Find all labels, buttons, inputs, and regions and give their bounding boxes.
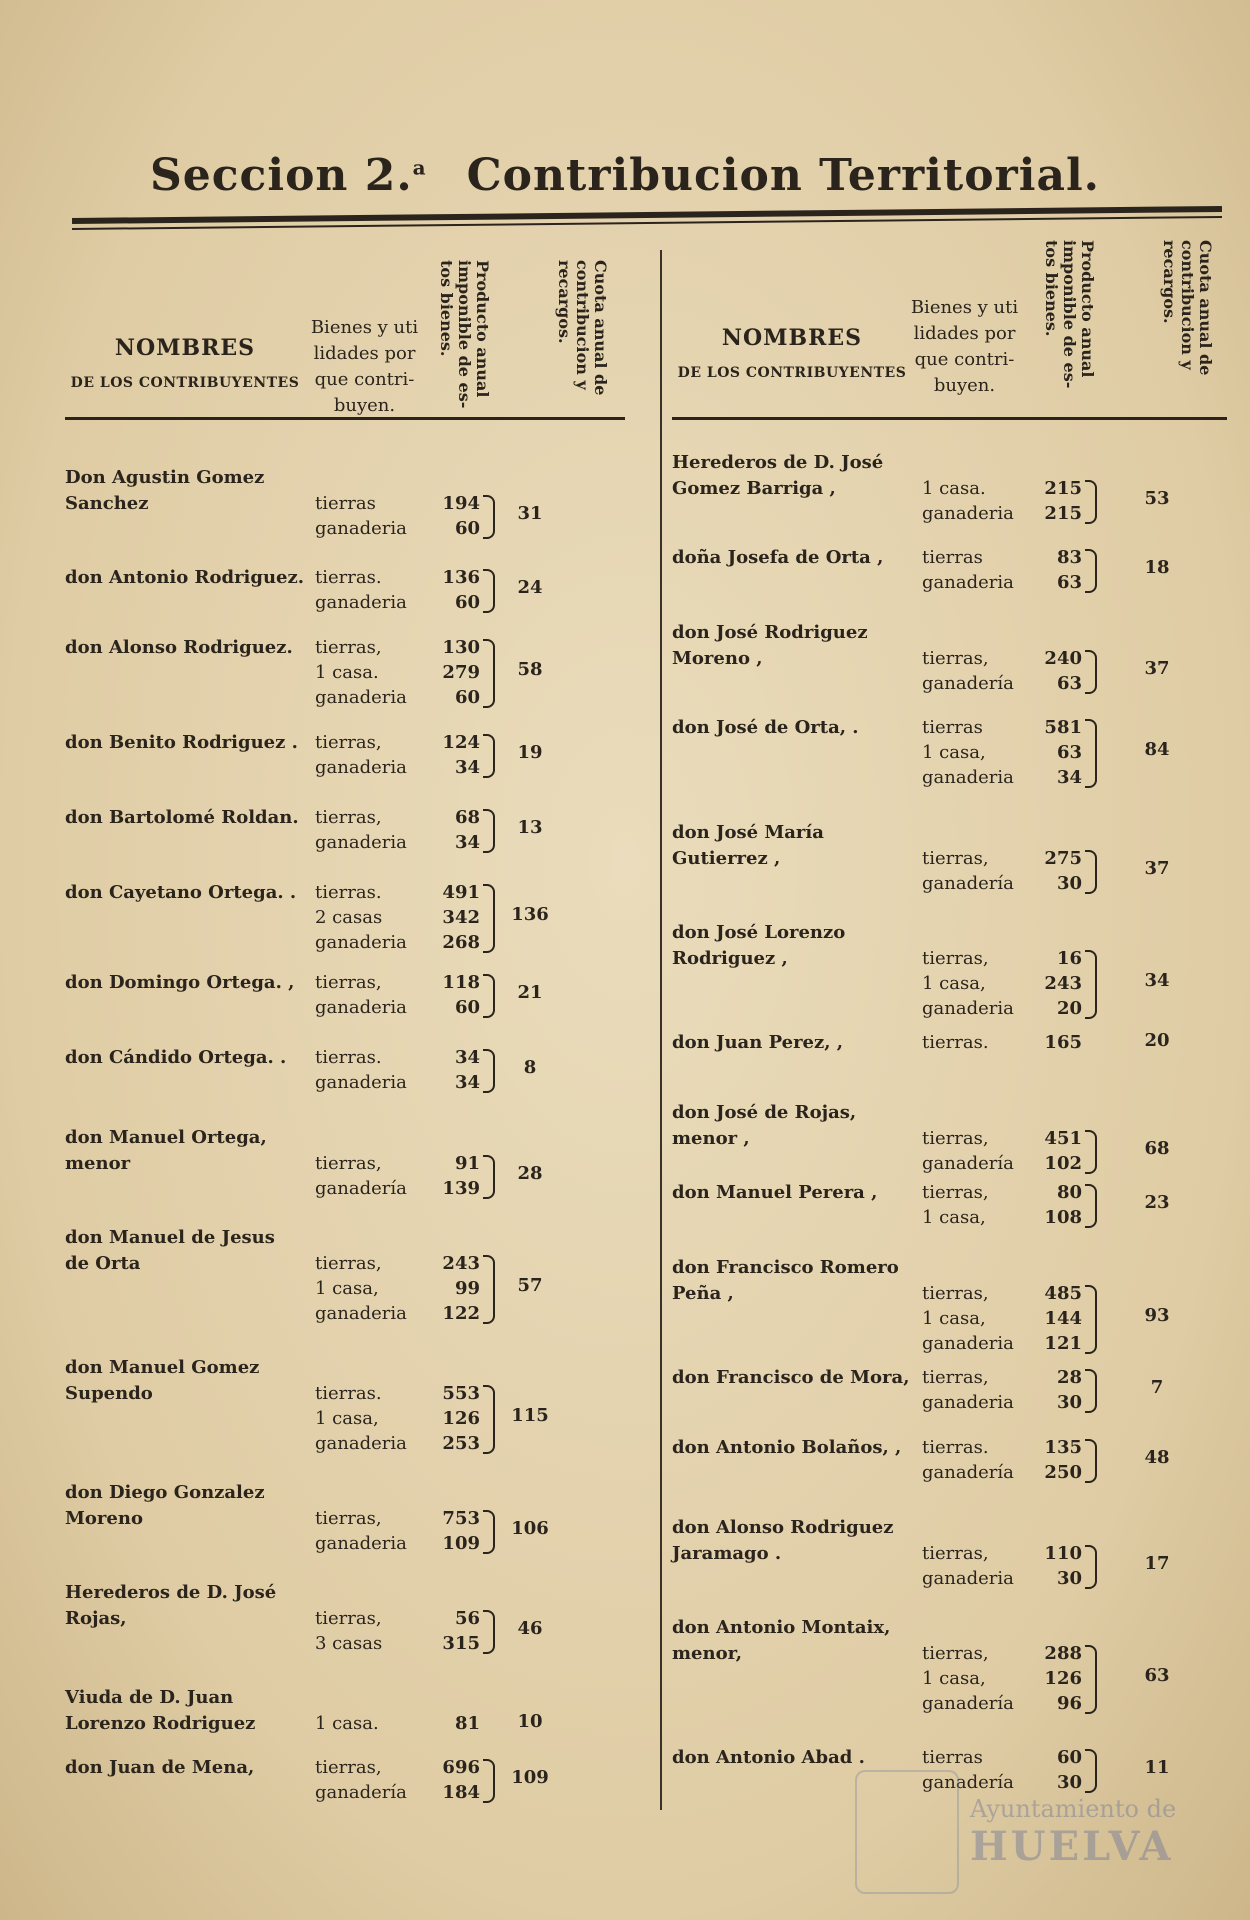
left-header <box>65 240 630 420</box>
annual-product-values: 215 215 <box>1044 478 1082 524</box>
annual-product-values: 553 126 253 <box>442 1383 480 1454</box>
contributor-name: don Cándido Ortega. . <box>65 1047 287 1068</box>
cuota-value: 11 <box>1144 1757 1170 1778</box>
contributor-name: Herederos de D. José Gomez Barriga , <box>672 452 884 499</box>
property-items: tierras, ganaderia <box>315 972 407 1018</box>
header-rule <box>65 417 625 420</box>
cuota-value: 58 <box>517 659 543 680</box>
cuota-value: 20 <box>1144 1030 1170 1051</box>
cuota-value: 23 <box>1144 1192 1170 1213</box>
watermark-line1: Ayuntamiento de <box>970 1795 1177 1823</box>
contribuyentes-label: DE LOS CONTRIBUYENTES <box>70 375 300 391</box>
right-column <box>672 240 1227 1793</box>
property-items: tierras, 1 casa, ganaderia <box>922 1283 1014 1354</box>
brace <box>483 1155 495 1199</box>
left-column <box>65 240 630 1803</box>
annual-product-values: 60 30 <box>1056 1747 1082 1793</box>
annual-product-values: 91 139 <box>442 1153 480 1199</box>
watermark <box>970 1795 1176 1870</box>
contributor-name: don Diego Gonzalez Moreno <box>65 1482 265 1529</box>
property-items: tierras, ganaderia <box>315 1508 407 1554</box>
property-items: tierras 1 casa, ganaderia <box>922 717 1014 788</box>
cuota-value: 28 <box>517 1163 543 1184</box>
names-header <box>65 335 305 391</box>
cuota-value: 106 <box>511 1518 549 1539</box>
cuota-value: 13 <box>517 817 543 838</box>
contributor-name: don Manuel de Jesus de Orta <box>65 1227 275 1274</box>
annual-product-values: 753 109 <box>442 1508 480 1554</box>
property-items: tierras, ganaderia <box>922 1543 1014 1589</box>
contributor-name: don Juan Perez, , <box>672 1032 844 1053</box>
cuota-value: 53 <box>1144 488 1170 509</box>
brace <box>1085 650 1097 694</box>
brace <box>1085 1749 1097 1793</box>
property-items: tierras ganaderia <box>922 547 1014 593</box>
property-items: tierras. ganadería <box>922 1437 1014 1483</box>
brace <box>1085 1130 1097 1174</box>
property-items: tierras, ganaderia <box>315 732 407 778</box>
contributor-name: don Juan de Mena, <box>65 1757 255 1778</box>
page-title <box>0 150 1250 201</box>
contributor-name: don José Rodriguez Moreno , <box>672 622 868 669</box>
property-items: tierras, ganadería <box>315 1153 407 1199</box>
annual-product-values: 165 <box>1044 1032 1082 1053</box>
brace <box>483 1610 495 1654</box>
cuota-value: 37 <box>1144 658 1170 679</box>
brace <box>483 1049 495 1093</box>
brace <box>483 809 495 853</box>
annual-product-values: 28 30 <box>1056 1367 1082 1413</box>
contributor-name: don Benito Rodriguez . <box>65 732 298 753</box>
contributor-name: Don Agustin Gomez Sanchez <box>65 467 265 514</box>
annual-product-values: 34 34 <box>454 1047 480 1093</box>
brace <box>1085 1439 1097 1483</box>
property-items: tierras. ganaderia <box>315 567 407 613</box>
annual-product-values: 243 99 122 <box>442 1253 480 1324</box>
contributor-name: don Francisco de Mora, <box>672 1367 910 1388</box>
contributor-name: don Francisco Romero Peña , <box>672 1257 899 1304</box>
contributor-name: don José Lorenzo Rodriguez , <box>672 922 846 969</box>
brace <box>1085 1285 1097 1354</box>
annual-product-values: 68 34 <box>454 807 480 853</box>
brace <box>483 569 495 613</box>
cuota-value: 68 <box>1144 1138 1170 1159</box>
brace <box>1085 719 1097 788</box>
brace <box>483 1255 495 1324</box>
cuota-value: 109 <box>511 1767 549 1788</box>
annual-product-values: 275 30 <box>1044 848 1082 894</box>
cuota-value: 10 <box>517 1711 543 1732</box>
annual-product-values: 135 250 <box>1044 1437 1082 1483</box>
nombres-label: NOMBRES <box>721 325 863 351</box>
property-items: tierras, ganadería <box>922 648 1014 694</box>
contributor-name: don Antonio Abad . <box>672 1747 865 1768</box>
property-items: tierras ganadería <box>922 1747 1014 1793</box>
brace <box>483 884 495 953</box>
annual-product-values: 110 30 <box>1044 1543 1082 1589</box>
cuota-value: 34 <box>1144 970 1170 991</box>
brace <box>1085 1184 1097 1228</box>
contributor-name: doña Josefa de Orta , <box>672 547 884 568</box>
annual-product-values: 451 102 <box>1044 1128 1082 1174</box>
cuota-value: 18 <box>1144 557 1170 578</box>
annual-product-values: 81 <box>454 1713 480 1734</box>
cuota-value: 8 <box>523 1057 537 1078</box>
producto-header: Producto anual imponible de es- tos bienes. <box>1042 240 1097 389</box>
property-items: tierras, ganaderia <box>922 1367 1014 1413</box>
annual-product-values: 136 60 <box>442 567 480 613</box>
cuota-value: 19 <box>517 742 543 763</box>
brace <box>1085 480 1097 524</box>
annual-product-values: 118 60 <box>442 972 480 1018</box>
annual-product-values: 124 34 <box>442 732 480 778</box>
right-header <box>672 240 1227 420</box>
brace <box>483 1385 495 1454</box>
annual-product-values: 56 315 <box>442 1608 480 1654</box>
annual-product-values: 130 279 60 <box>442 637 480 708</box>
property-items: tierras. ganaderia <box>315 1047 407 1093</box>
brace <box>483 974 495 1018</box>
property-items: 1 casa. ganaderia <box>922 478 1014 524</box>
annual-product-values: 194 60 <box>442 493 480 539</box>
cuota-value: 24 <box>517 577 543 598</box>
brace <box>1085 1545 1097 1589</box>
annual-product-values: 83 63 <box>1056 547 1082 593</box>
brace <box>483 639 495 708</box>
property-items: tierras. <box>922 1032 989 1053</box>
contributor-name: don Manuel Perera , <box>672 1182 878 1203</box>
property-items: tierras, ganadería <box>922 848 1014 894</box>
cuota-value: 93 <box>1144 1305 1170 1326</box>
contributor-name: Viuda de D. Juan Lorenzo Rodriguez <box>65 1687 256 1734</box>
contribuyentes-label: DE LOS CONTRIBUYENTES <box>677 365 907 381</box>
cuota-value: 136 <box>511 904 549 925</box>
property-items: tierras, ganadería <box>922 1128 1014 1174</box>
property-items: tierras, 1 casa, ganadería <box>922 1643 1014 1714</box>
contributor-name: don José María Gutierrez , <box>672 822 824 869</box>
brace <box>1085 1369 1097 1413</box>
annual-product-values: 485 144 121 <box>1044 1283 1082 1354</box>
cuota-value: 48 <box>1144 1447 1170 1468</box>
contributor-name: don Antonio Montaix, menor, <box>672 1617 891 1664</box>
brace <box>1085 850 1097 894</box>
cuota-value: 115 <box>511 1405 549 1426</box>
property-items: tierras, ganadería <box>315 1757 407 1803</box>
cuota-value: 21 <box>517 982 543 1003</box>
property-items: tierras, 3 casas <box>315 1608 383 1654</box>
annual-product-values: 16 243 20 <box>1044 948 1082 1019</box>
contributor-name: don José de Rojas, menor , <box>672 1102 857 1149</box>
contributor-name: don Bartolomé Roldan. <box>65 807 299 828</box>
bienes-header: Bienes y uti lidades por que contri- buyen. <box>310 317 419 416</box>
annual-product-values: 581 63 34 <box>1044 717 1082 788</box>
brace <box>483 495 495 539</box>
brace <box>483 1510 495 1554</box>
property-items: tierras. 1 casa, ganaderia <box>315 1383 407 1454</box>
brace <box>1085 950 1097 1019</box>
nombres-label: NOMBRES <box>114 335 256 361</box>
cuota-header: Cuota anual de contribucion y recargos. <box>1160 240 1215 376</box>
contributor-name: don Manuel Gomez Supendo <box>65 1357 260 1404</box>
cuota-value: 31 <box>517 503 543 524</box>
cuota-value: 7 <box>1150 1377 1164 1398</box>
annual-product-values: 696 184 <box>442 1757 480 1803</box>
watermark-line2: HUELVA <box>970 1823 1174 1870</box>
brace <box>483 734 495 778</box>
cuota-value: 37 <box>1144 858 1170 879</box>
brace <box>1085 1645 1097 1714</box>
cuota-value: 84 <box>1144 739 1170 760</box>
contributor-name: don Domingo Ortega. , <box>65 972 295 993</box>
contributor-name: don José de Orta, . <box>672 717 859 738</box>
contributor-name: don Antonio Rodriguez. <box>65 567 305 588</box>
city-seal <box>855 1770 959 1894</box>
property-items: tierras, 1 casa, ganaderia <box>315 1253 407 1324</box>
header-rule <box>672 417 1227 420</box>
cuota-value: 17 <box>1144 1553 1170 1574</box>
annual-product-values: 491 342 268 <box>442 882 480 953</box>
contributor-name: don Alonso Rodriguez Jaramago . <box>672 1517 894 1564</box>
contributor-name: don Manuel Ortega, menor <box>65 1127 267 1174</box>
names-header <box>672 325 912 381</box>
annual-product-values: 288 126 96 <box>1044 1643 1082 1714</box>
annual-product-values: 80 108 <box>1044 1182 1082 1228</box>
property-items: tierras, 1 casa, ganaderia <box>922 948 1014 1019</box>
cuota-value: 63 <box>1144 1665 1170 1686</box>
property-items: tierras ganaderia <box>315 493 407 539</box>
section-label: Seccion 2.$^a$ <box>150 150 427 201</box>
cuota-value: 46 <box>517 1618 543 1639</box>
property-items: tierras, 1 casa, <box>922 1182 989 1228</box>
contributor-name: don Cayetano Ortega. . <box>65 882 297 903</box>
bienes-header: Bienes y uti lidades por que contri- buyen. <box>910 297 1019 396</box>
cuota-value: 57 <box>517 1275 543 1296</box>
cuota-header: Cuota anual de contribucion y recargos. <box>555 260 610 396</box>
brace <box>1085 549 1097 593</box>
section-heading: Contribucion Territorial. <box>466 150 1100 201</box>
producto-header: Producto anual imponible de es- tos bienes. <box>437 260 492 409</box>
brace <box>483 1759 495 1803</box>
contributor-name: Herederos de D. José Rojas, <box>65 1582 277 1629</box>
property-items: 1 casa. <box>315 1713 379 1734</box>
property-items: tierras, 1 casa. ganaderia <box>315 637 407 708</box>
property-items: tierras, ganaderia <box>315 807 407 853</box>
annual-product-values: 240 63 <box>1044 648 1082 694</box>
contributor-name: don Alonso Rodriguez. <box>65 637 293 658</box>
property-items: tierras. 2 casas ganaderia <box>315 882 407 953</box>
column-divider <box>660 250 662 1810</box>
contributor-name: don Antonio Bolaños, , <box>672 1437 902 1458</box>
